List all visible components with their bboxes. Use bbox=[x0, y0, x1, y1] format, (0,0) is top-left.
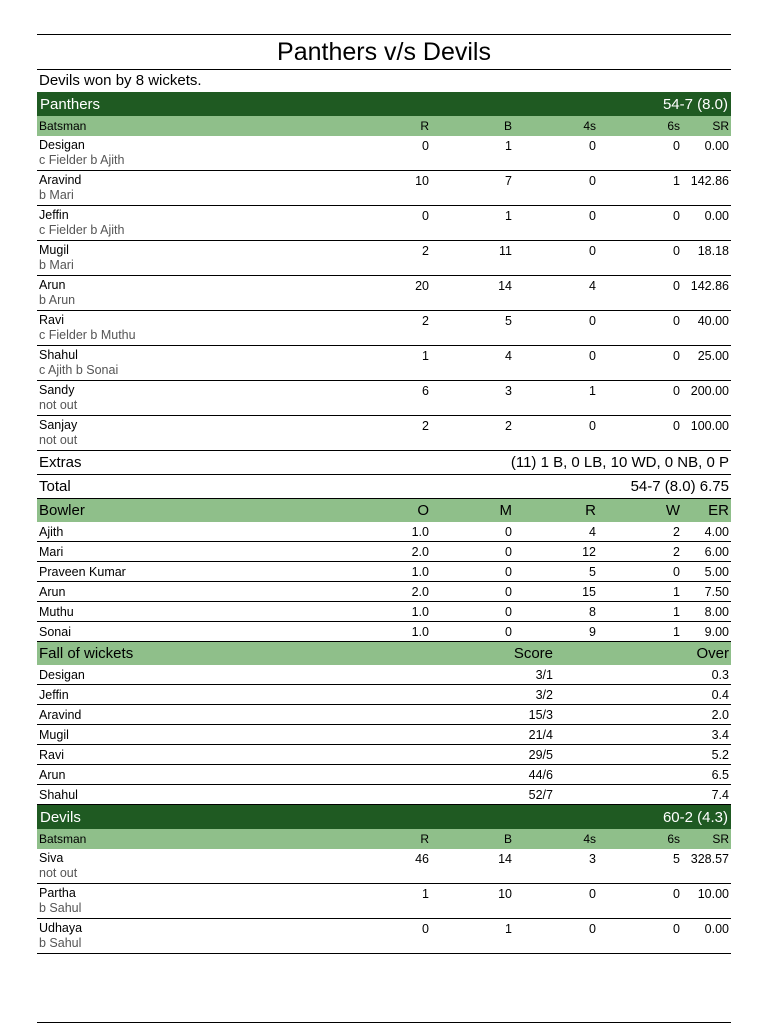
wickets-cell: 2 bbox=[673, 544, 680, 559]
strike-rate-cell: 142.86 bbox=[690, 174, 729, 188]
dismissal-text: b Arun bbox=[39, 293, 76, 307]
innings2-score: 60-2 (4.3) bbox=[662, 808, 728, 826]
fow-over: 0.3 bbox=[711, 667, 729, 682]
overs-cell: 1.0 bbox=[411, 564, 429, 579]
col-balls: B bbox=[503, 119, 512, 133]
table-row bbox=[37, 745, 731, 765]
fours-cell: 3 bbox=[589, 852, 596, 866]
maidens-cell: 0 bbox=[505, 524, 512, 539]
sixes-cell: 5 bbox=[673, 852, 680, 866]
fow-score: 44/6 bbox=[528, 767, 553, 782]
table-row bbox=[37, 136, 731, 171]
strike-rate-cell: 0.00 bbox=[704, 209, 729, 223]
balls-cell: 3 bbox=[505, 384, 512, 398]
col-wickets: W bbox=[665, 502, 680, 519]
economy-cell: 4.00 bbox=[704, 524, 729, 539]
fow-batsman: Jeffin bbox=[39, 687, 69, 702]
col-overs: O bbox=[417, 502, 429, 519]
col-maidens: M bbox=[499, 502, 512, 519]
economy-cell: 9.00 bbox=[704, 624, 729, 639]
runs-conceded-cell: 8 bbox=[589, 604, 596, 619]
innings1-header bbox=[37, 92, 731, 116]
economy-cell: 7.50 bbox=[704, 584, 729, 599]
runs-cell: 46 bbox=[415, 852, 429, 866]
innings1-bowling-rows bbox=[37, 522, 731, 642]
dismissal-text: c Fielder b Ajith bbox=[39, 223, 125, 237]
wickets-cell: 1 bbox=[673, 624, 680, 639]
table-row bbox=[37, 725, 731, 745]
sixes-cell: 0 bbox=[673, 279, 680, 293]
col-fours: 4s bbox=[583, 119, 596, 133]
runs-cell: 10 bbox=[415, 174, 429, 188]
balls-cell: 10 bbox=[498, 887, 512, 901]
dismissal-text: not out bbox=[39, 398, 78, 412]
runs-cell: 2 bbox=[422, 314, 429, 328]
overs-cell: 2.0 bbox=[411, 544, 429, 559]
fow-score: 21/4 bbox=[528, 727, 553, 742]
runs-cell: 1 bbox=[422, 349, 429, 363]
table-row bbox=[37, 311, 731, 346]
maidens-cell: 0 bbox=[505, 544, 512, 559]
fours-cell: 0 bbox=[589, 174, 596, 188]
batsman-cell bbox=[37, 206, 359, 238]
maidens-cell: 0 bbox=[505, 604, 512, 619]
fow-over: 2.0 bbox=[711, 707, 729, 722]
fow-over: 7.4 bbox=[711, 787, 729, 802]
fow-score: 3/2 bbox=[535, 687, 553, 702]
wickets-cell: 0 bbox=[673, 564, 680, 579]
fow-batsman: Mugil bbox=[39, 727, 69, 742]
table-row bbox=[37, 602, 731, 622]
fours-cell: 0 bbox=[589, 922, 596, 936]
batsman-name: Jeffin bbox=[39, 208, 69, 222]
dismissal-text: c Fielder b Muthu bbox=[39, 328, 136, 342]
strike-rate-cell: 328.57 bbox=[690, 852, 729, 866]
dismissal-text: b Mari bbox=[39, 188, 74, 202]
batsman-cell bbox=[37, 919, 359, 951]
batsman-cell bbox=[37, 884, 359, 916]
balls-cell: 1 bbox=[505, 139, 512, 153]
fow-batsman: Aravind bbox=[39, 707, 82, 722]
sixes-cell: 0 bbox=[673, 887, 680, 901]
table-row bbox=[37, 346, 731, 381]
col-fow: Fall of wickets bbox=[39, 645, 134, 662]
table-row bbox=[37, 562, 731, 582]
fow-over: 5.2 bbox=[711, 747, 729, 762]
batsman-cell bbox=[37, 241, 359, 273]
innings1-team: Panthers bbox=[40, 95, 101, 113]
fours-cell: 0 bbox=[589, 314, 596, 328]
innings2-team: Devils bbox=[40, 808, 81, 826]
batsman-cell bbox=[37, 276, 359, 308]
total-row bbox=[37, 475, 731, 499]
sixes-cell: 0 bbox=[673, 419, 680, 433]
table-row bbox=[37, 884, 731, 919]
col-strike-rate: SR bbox=[712, 119, 729, 133]
match-result: Devils won by 8 wickets. bbox=[39, 72, 202, 89]
bowler-name: Muthu bbox=[39, 604, 74, 619]
batsman-cell bbox=[37, 171, 359, 203]
sixes-cell: 0 bbox=[673, 922, 680, 936]
col-runs: R bbox=[420, 832, 429, 846]
innings1-score: 54-7 (8.0) bbox=[662, 95, 728, 113]
sixes-cell: 0 bbox=[673, 244, 680, 258]
batsman-cell bbox=[37, 136, 359, 168]
batsman-name: Shahul bbox=[39, 348, 78, 362]
fours-cell: 0 bbox=[589, 887, 596, 901]
innings1-batting-header bbox=[37, 116, 731, 136]
fow-batsman: Shahul bbox=[39, 787, 78, 802]
balls-cell: 14 bbox=[498, 852, 512, 866]
wickets-cell: 1 bbox=[673, 584, 680, 599]
balls-cell: 1 bbox=[505, 209, 512, 223]
balls-cell: 14 bbox=[498, 279, 512, 293]
fow-score: 52/7 bbox=[528, 787, 553, 802]
extras-row bbox=[37, 451, 731, 475]
batsman-name: Sandy bbox=[39, 383, 75, 397]
maidens-cell: 0 bbox=[505, 624, 512, 639]
sixes-cell: 0 bbox=[673, 349, 680, 363]
bowler-name: Arun bbox=[39, 584, 66, 599]
strike-rate-cell: 40.00 bbox=[697, 314, 729, 328]
page-title: Panthers v/s Devils bbox=[37, 35, 731, 70]
batsman-name: Sanjay bbox=[39, 418, 78, 432]
table-row bbox=[37, 622, 731, 642]
balls-cell: 5 bbox=[505, 314, 512, 328]
runs-cell: 0 bbox=[422, 209, 429, 223]
fours-cell: 0 bbox=[589, 244, 596, 258]
table-row bbox=[37, 381, 731, 416]
table-row bbox=[37, 705, 731, 725]
batsman-name: Mugil bbox=[39, 243, 69, 257]
total-value: 54-7 (8.0) 6.75 bbox=[630, 478, 729, 495]
innings2-batting-header bbox=[37, 829, 731, 849]
runs-conceded-cell: 9 bbox=[589, 624, 596, 639]
fow-batsman: Arun bbox=[39, 767, 66, 782]
fow-batsman: Desigan bbox=[39, 667, 85, 682]
bowler-name: Praveen Kumar bbox=[39, 564, 126, 579]
col-sixes: 6s bbox=[667, 832, 680, 846]
batsman-name: Partha bbox=[39, 886, 76, 900]
col-runs-conceded: R bbox=[585, 502, 596, 519]
fours-cell: 1 bbox=[589, 384, 596, 398]
batsman-name: Desigan bbox=[39, 138, 85, 152]
col-fours: 4s bbox=[583, 832, 596, 846]
wickets-cell: 2 bbox=[673, 524, 680, 539]
extras-label: Extras bbox=[39, 454, 82, 471]
dismissal-text: b Sahul bbox=[39, 901, 82, 915]
bowler-name: Sonai bbox=[39, 624, 71, 639]
total-label: Total bbox=[39, 478, 71, 495]
bowler-name: Mari bbox=[39, 544, 64, 559]
table-row bbox=[37, 665, 731, 685]
batsman-name: Aravind bbox=[39, 173, 82, 187]
bottom-rule bbox=[37, 1022, 731, 1023]
fow-score: 3/1 bbox=[535, 667, 553, 682]
maidens-cell: 0 bbox=[505, 564, 512, 579]
fow-rows bbox=[37, 665, 731, 805]
table-row bbox=[37, 582, 731, 602]
col-batsman: Batsman bbox=[39, 832, 87, 846]
innings1-bowling-header bbox=[37, 499, 731, 522]
table-row bbox=[37, 765, 731, 785]
sixes-cell: 0 bbox=[673, 209, 680, 223]
table-row bbox=[37, 542, 731, 562]
col-sixes: 6s bbox=[667, 119, 680, 133]
strike-rate-cell: 142.86 bbox=[690, 279, 729, 293]
fours-cell: 0 bbox=[589, 349, 596, 363]
economy-cell: 8.00 bbox=[704, 604, 729, 619]
balls-cell: 4 bbox=[505, 349, 512, 363]
strike-rate-cell: 10.00 bbox=[697, 887, 729, 901]
col-runs: R bbox=[420, 119, 429, 133]
dismissal-text: b Sahul bbox=[39, 936, 82, 950]
fow-header bbox=[37, 642, 731, 665]
table-row bbox=[37, 416, 731, 451]
economy-cell: 6.00 bbox=[704, 544, 729, 559]
fours-cell: 0 bbox=[589, 209, 596, 223]
col-balls: B bbox=[503, 832, 512, 846]
runs-conceded-cell: 4 bbox=[589, 524, 596, 539]
batsman-cell bbox=[37, 311, 359, 343]
col-fow-score: Score bbox=[513, 645, 553, 662]
batsman-name: Ravi bbox=[39, 313, 65, 327]
fours-cell: 0 bbox=[589, 139, 596, 153]
col-strike-rate: SR bbox=[712, 832, 729, 846]
dismissal-text: not out bbox=[39, 866, 78, 880]
innings1-batting-rows bbox=[37, 136, 731, 451]
wickets-cell: 1 bbox=[673, 604, 680, 619]
innings2-header bbox=[37, 805, 731, 829]
balls-cell: 11 bbox=[499, 244, 512, 258]
strike-rate-cell: 100.00 bbox=[690, 419, 729, 433]
overs-cell: 1.0 bbox=[411, 624, 429, 639]
col-economy: ER bbox=[708, 502, 729, 519]
batsman-cell bbox=[37, 346, 359, 378]
overs-cell: 1.0 bbox=[411, 524, 429, 539]
dismissal-text: c Ajith b Sonai bbox=[39, 363, 119, 377]
table-row bbox=[37, 171, 731, 206]
table-row bbox=[37, 849, 731, 884]
overs-cell: 2.0 bbox=[411, 584, 429, 599]
balls-cell: 7 bbox=[505, 174, 512, 188]
innings2-batting-rows bbox=[37, 849, 731, 954]
table-row bbox=[37, 206, 731, 241]
col-bowler: Bowler bbox=[39, 502, 85, 519]
batsman-name: Siva bbox=[39, 851, 64, 865]
scorecard bbox=[37, 35, 731, 954]
strike-rate-cell: 200.00 bbox=[690, 384, 729, 398]
table-row bbox=[37, 785, 731, 805]
runs-cell: 6 bbox=[422, 384, 429, 398]
batsman-cell bbox=[37, 381, 359, 413]
overs-cell: 1.0 bbox=[411, 604, 429, 619]
col-batsman: Batsman bbox=[39, 119, 87, 133]
runs-conceded-cell: 12 bbox=[582, 544, 596, 559]
col-fow-over: Over bbox=[696, 645, 729, 662]
batsman-cell bbox=[37, 416, 359, 448]
runs-conceded-cell: 5 bbox=[589, 564, 596, 579]
sixes-cell: 1 bbox=[673, 174, 680, 188]
fow-over: 6.5 bbox=[711, 767, 729, 782]
bowler-name: Ajith bbox=[39, 524, 64, 539]
fow-over: 3.4 bbox=[711, 727, 729, 742]
batsman-name: Udhaya bbox=[39, 921, 83, 935]
dismissal-text: c Fielder b Ajith bbox=[39, 153, 125, 167]
runs-cell: 2 bbox=[422, 419, 429, 433]
extras-value: (11) 1 B, 0 LB, 10 WD, 0 NB, 0 P bbox=[510, 454, 729, 471]
strike-rate-cell: 18.18 bbox=[697, 244, 729, 258]
fours-cell: 4 bbox=[589, 279, 596, 293]
sixes-cell: 0 bbox=[673, 139, 680, 153]
fow-over: 0.4 bbox=[711, 687, 729, 702]
table-row bbox=[37, 241, 731, 276]
runs-conceded-cell: 15 bbox=[582, 584, 596, 599]
fow-batsman: Ravi bbox=[39, 747, 65, 762]
fow-score: 15/3 bbox=[528, 707, 553, 722]
table-row bbox=[37, 685, 731, 705]
balls-cell: 1 bbox=[505, 922, 512, 936]
balls-cell: 2 bbox=[505, 419, 512, 433]
fours-cell: 0 bbox=[589, 419, 596, 433]
sixes-cell: 0 bbox=[673, 384, 680, 398]
table-row bbox=[37, 276, 731, 311]
runs-cell: 1 bbox=[422, 887, 429, 901]
sixes-cell: 0 bbox=[673, 314, 680, 328]
table-row bbox=[37, 919, 731, 954]
strike-rate-cell: 0.00 bbox=[704, 139, 729, 153]
fow-score: 29/5 bbox=[528, 747, 553, 762]
batsman-name: Arun bbox=[39, 278, 66, 292]
maidens-cell: 0 bbox=[505, 584, 512, 599]
batsman-cell bbox=[37, 849, 359, 881]
economy-cell: 5.00 bbox=[704, 564, 729, 579]
strike-rate-cell: 0.00 bbox=[704, 922, 729, 936]
runs-cell: 2 bbox=[422, 244, 429, 258]
dismissal-text: b Mari bbox=[39, 258, 74, 272]
dismissal-text: not out bbox=[39, 433, 78, 447]
runs-cell: 0 bbox=[422, 139, 429, 153]
runs-cell: 20 bbox=[415, 279, 429, 293]
runs-cell: 0 bbox=[422, 922, 429, 936]
table-row bbox=[37, 522, 731, 542]
strike-rate-cell: 25.00 bbox=[697, 349, 729, 363]
